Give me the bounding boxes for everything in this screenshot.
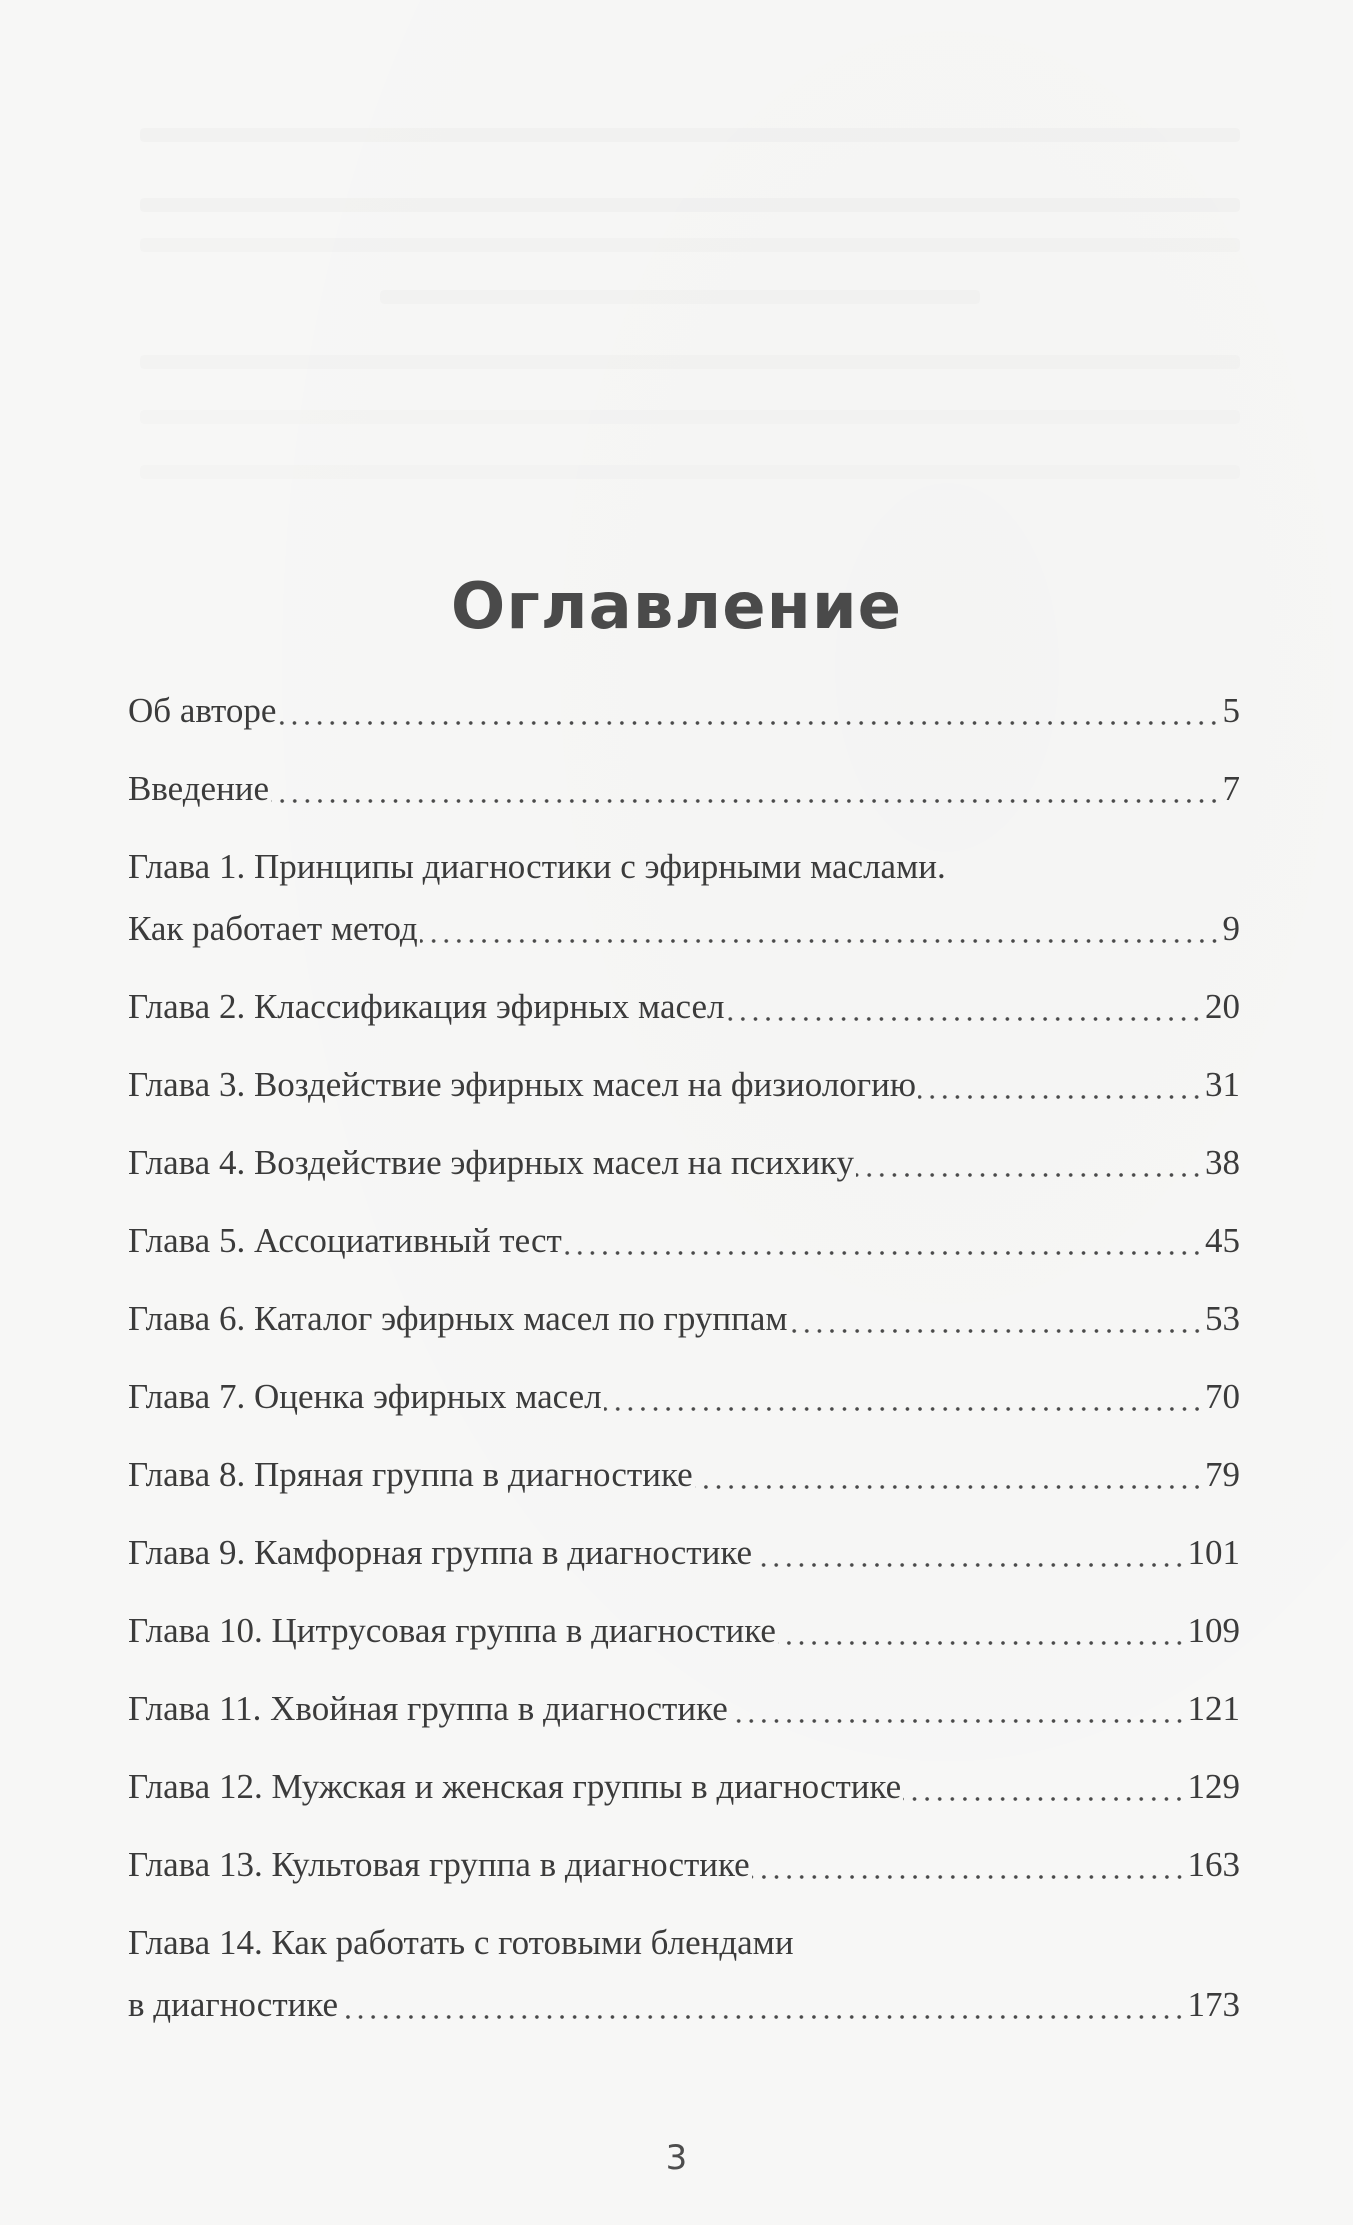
toc-entry-title: Глава 14. Как работать с готовыми блендами (128, 1923, 794, 1962)
toc-entry-chapter-1[interactable] (128, 836, 1240, 976)
toc-entry-page: 45 (1205, 1221, 1240, 1260)
toc-entry-page: 121 (1187, 1689, 1240, 1728)
dot-leader (754, 1562, 1186, 1568)
bleed-through-line (140, 128, 1240, 142)
toc-entry-chapter-8[interactable] (128, 1444, 1240, 1522)
toc-entry-title: Об авторе (128, 691, 277, 730)
toc-entry-title: Глава 2. Классификация эфирных масел (128, 987, 725, 1026)
toc-entry-title: Введение (128, 769, 270, 808)
toc-entry-page: 5 (1222, 691, 1240, 730)
toc-entry-chapter-6[interactable] (128, 1288, 1240, 1366)
toc-entry-page: 129 (1187, 1767, 1240, 1806)
toc-entry-title: Глава 10. Цитрусовая группа в диагностике (128, 1611, 776, 1650)
toc-entry-chapter-5[interactable] (128, 1210, 1240, 1288)
toc-entry-page: 163 (1187, 1845, 1240, 1884)
toc-entry-about-author[interactable] (128, 680, 1240, 758)
toc-entry-chapter-10[interactable] (128, 1600, 1240, 1678)
dot-leader (790, 1328, 1204, 1334)
toc-entry-chapter-11[interactable] (128, 1678, 1240, 1756)
toc-entry-chapter-14[interactable] (128, 1912, 1240, 2052)
dot-leader (278, 720, 1220, 726)
toc-entry-page: 7 (1222, 769, 1240, 808)
page-title: Оглавление (450, 569, 903, 644)
bleed-through-line (140, 355, 1240, 369)
toc-entry-page: 9 (1222, 909, 1240, 948)
bleed-through-line (140, 465, 1240, 479)
toc-entry-title: Глава 9. Камфорная группа в диагностике (128, 1533, 752, 1572)
toc-entry-chapter-7[interactable] (128, 1366, 1240, 1444)
dot-leader (695, 1484, 1203, 1490)
page-number: 3 (665, 2138, 688, 2178)
toc-entry-title: Глава 7. Оценка эфирных масел (128, 1377, 602, 1416)
toc-entry-page: 70 (1205, 1377, 1240, 1416)
dot-leader (726, 1016, 1203, 1022)
toc-entry-chapter-13[interactable] (128, 1834, 1240, 1912)
bleed-through-line (140, 198, 1240, 212)
toc-entry-title: Глава 6. Каталог эфирных масел по группам (128, 1299, 788, 1338)
toc-entry-chapter-3[interactable] (128, 1054, 1240, 1132)
dot-leader (604, 1406, 1203, 1412)
dot-leader (856, 1172, 1203, 1178)
dot-leader (918, 1094, 1203, 1100)
toc-entry-chapter-2[interactable] (128, 976, 1240, 1054)
bleed-through-line (380, 290, 980, 304)
dot-leader (420, 938, 1221, 944)
toc-entry-title-continued: Как работает метод (128, 909, 418, 948)
toc-entry-title: Глава 11. Хвойная группа в диагностике (128, 1689, 728, 1728)
bleed-through-line (140, 238, 1240, 252)
dot-leader (340, 2014, 1185, 2020)
toc-entry-title: Глава 5. Ассоциативный тест (128, 1221, 562, 1260)
dot-leader (752, 1874, 1186, 1880)
toc-entry-page: 101 (1187, 1533, 1240, 1572)
dot-leader (564, 1250, 1203, 1256)
dot-leader (778, 1640, 1186, 1646)
toc-entry-title: Глава 4. Воздействие эфирных масел на психику (128, 1143, 855, 1182)
toc-entry-introduction[interactable] (128, 758, 1240, 836)
toc-entry-title-continued: в диагностике (128, 1985, 339, 2024)
toc-entry-title: Глава 1. Принципы диагностики с эфирными маслами. (128, 847, 946, 886)
dot-leader (903, 1796, 1185, 1802)
toc-entry-page: 31 (1205, 1065, 1240, 1104)
toc-entry-title: Глава 8. Пряная группа в диагностике (128, 1455, 693, 1494)
dot-leader (730, 1718, 1186, 1724)
toc-entry-page: 79 (1205, 1455, 1240, 1494)
table-of-contents (128, 680, 1240, 2052)
toc-entry-chapter-4[interactable] (128, 1132, 1240, 1210)
toc-entry-page: 53 (1205, 1299, 1240, 1338)
dot-leader (271, 798, 1220, 804)
toc-entry-title: Глава 13. Культовая группа в диагностике (128, 1845, 750, 1884)
toc-entry-title: Глава 3. Воздействие эфирных масел на физиологию (128, 1065, 917, 1104)
toc-entry-chapter-9[interactable] (128, 1522, 1240, 1600)
toc-entry-title: Глава 12. Мужская и женская группы в диагностике (128, 1767, 902, 1806)
bleed-through-line (140, 410, 1240, 424)
toc-entry-page: 173 (1187, 1985, 1240, 2024)
toc-entry-page: 20 (1205, 987, 1240, 1026)
toc-entry-chapter-12[interactable] (128, 1756, 1240, 1834)
toc-entry-page: 109 (1187, 1611, 1240, 1650)
toc-entry-page: 38 (1205, 1143, 1240, 1182)
